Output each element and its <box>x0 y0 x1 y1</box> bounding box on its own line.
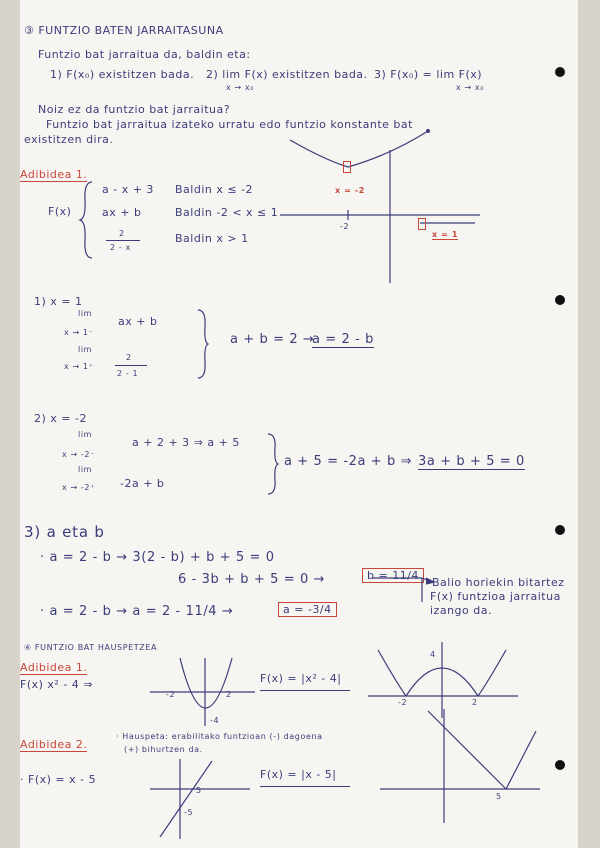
transform-arrow <box>260 786 350 787</box>
step-2-result: a + 5 = -2a + b ⇒ <box>284 454 413 469</box>
lim-sub-right: x → 1⁺ <box>64 362 94 371</box>
discontinuity-question: Noiz ez da funtzio bat jarraitua? <box>38 103 231 116</box>
piece-2-cond: Baldin -2 < x ≤ 1 <box>175 206 279 219</box>
punch-hole <box>555 525 565 535</box>
lim-label: lim <box>78 430 93 439</box>
example-2-note-1: · Hauspeta: erabilitako funtzioan (-) dagoena <box>116 732 323 741</box>
transform-arrow <box>260 690 350 691</box>
tick-neg2: -2 <box>166 690 176 699</box>
piece-3-cond: Baldin x > 1 <box>175 232 249 245</box>
graph-tick-neg2: -2 <box>340 222 350 231</box>
punch-hole <box>555 760 565 770</box>
continuity-sketch-graph <box>280 125 480 285</box>
piecewise-brace <box>80 180 94 260</box>
condition-2-sub: x → x₀ <box>226 83 255 92</box>
tick-2: 2 <box>226 690 232 699</box>
tick-5: 5 <box>196 786 202 795</box>
example-1-heading: Adibidea 1. <box>20 168 88 181</box>
example-2-abs-function: F(x) = |x - 5| <box>260 768 337 781</box>
section-3-title: ③ FUNTZIO BATEN JARRAITASUNA <box>24 24 224 37</box>
punch-hole <box>555 295 565 305</box>
notebook-page <box>20 0 578 848</box>
section-4-example-2-heading: Adibidea 2. <box>20 738 88 751</box>
fx-label: F(x) <box>48 205 72 218</box>
step-1-result-underlined: a = 2 - b <box>312 332 375 347</box>
step-2-result-underlined: 3a + b + 5 = 0 <box>418 454 525 469</box>
step-2-head: 2) x = -2 <box>34 412 87 425</box>
conclusion-note-1: Balio horiekin bitartez <box>432 576 565 589</box>
point-marker <box>418 218 426 230</box>
conclusion-note-2: F(x) funtzioa jarraitua <box>430 590 561 603</box>
discontinuity-answer-2: existitzen dira. <box>24 133 114 146</box>
step-3-line-1: · a = 2 - b → 3(2 - b) + b + 5 = 0 <box>40 550 275 565</box>
conclusion-note-3: izango da. <box>430 604 492 617</box>
result-arrow <box>350 574 430 614</box>
condition-3: 3) F(x₀) = lim F(x) <box>374 68 483 81</box>
step-1-brace <box>198 308 208 380</box>
example-2-function: · F(x) = x - 5 <box>20 773 97 786</box>
step-2-right-expr: -2a + b <box>120 477 165 490</box>
continuity-intro: Funtzio bat jarraitua da, baldin eta: <box>38 48 251 61</box>
lim-label: lim <box>78 345 93 354</box>
tick-neg4: -4 <box>210 716 220 725</box>
example-1-function: F(x) x² - 4 ⇒ <box>20 678 94 691</box>
b-result-box: b = 11/4 <box>362 568 424 583</box>
tick-neg5: -5 <box>184 808 194 817</box>
piece-1-expr: a - x + 3 <box>102 183 154 196</box>
condition-2: 2) lim F(x) existitzen bada. <box>206 68 368 81</box>
step-1-frac-num: 2 <box>126 353 132 362</box>
step-2-brace <box>268 432 278 496</box>
section-4-example-1-heading: Adibidea 1. <box>20 661 88 674</box>
tick-4: 4 <box>430 650 436 659</box>
piece-3-num: 2 <box>119 229 125 238</box>
step-3-line-3: · a = 2 - b → a = 2 - 11/4 → <box>40 604 234 619</box>
lim-sub-left: x → -2⁻ <box>62 450 95 459</box>
example-2-note-2: (+) bihurtzen da. <box>124 745 203 754</box>
tick-2: 2 <box>472 698 478 707</box>
fraction-bar <box>106 240 140 241</box>
abs-linear-graph <box>380 705 540 825</box>
condition-1: 1) F(x₀) existitzen bada. <box>50 68 195 81</box>
lim-sub-right: x → -2⁺ <box>62 483 95 492</box>
discontinuity-answer-1: Funtzio bat jarraitua izateko urratu edo funtzio konstante bat <box>46 118 413 131</box>
graph-label-x-1: x = 1 <box>432 230 458 239</box>
graph-label-x-neg2: x = -2 <box>335 186 365 195</box>
condition-3-sub: x → x₀ <box>456 83 485 92</box>
step-1-left-expr: ax + b <box>118 315 158 328</box>
a-result-box: a = -3/4 <box>278 602 337 617</box>
example-1-abs-function: F(x) = |x² - 4| <box>260 672 342 685</box>
lim-sub-left: x → 1⁻ <box>64 328 94 337</box>
tick-neg2: -2 <box>398 698 408 707</box>
punch-hole <box>555 67 565 77</box>
lim-label: lim <box>78 465 93 474</box>
piece-3-den: 2 - x <box>110 243 131 252</box>
lim-label: lim <box>78 309 93 318</box>
piece-1-cond: Baldin x ≤ -2 <box>175 183 254 196</box>
step-2-left-expr: a + 2 + 3 ⇒ a + 5 <box>132 436 240 449</box>
fraction-bar <box>115 365 147 366</box>
step-1-frac-den: 2 - 1 <box>117 369 139 378</box>
piece-2-expr: ax + b <box>102 206 142 219</box>
point-marker <box>343 161 351 173</box>
step-3-head: 3) a eta b <box>24 523 105 541</box>
step-3-line-2: 6 - 3b + b + 5 = 0 → <box>178 572 326 587</box>
step-1-head: 1) x = 1 <box>34 295 83 308</box>
section-4-title: ④ FUNTZIO BAT HAUSPETZEA <box>24 643 158 652</box>
tick-5: 5 <box>496 792 502 801</box>
step-1-result: a + b = 2 → <box>230 332 315 347</box>
linear-graph <box>150 755 250 840</box>
